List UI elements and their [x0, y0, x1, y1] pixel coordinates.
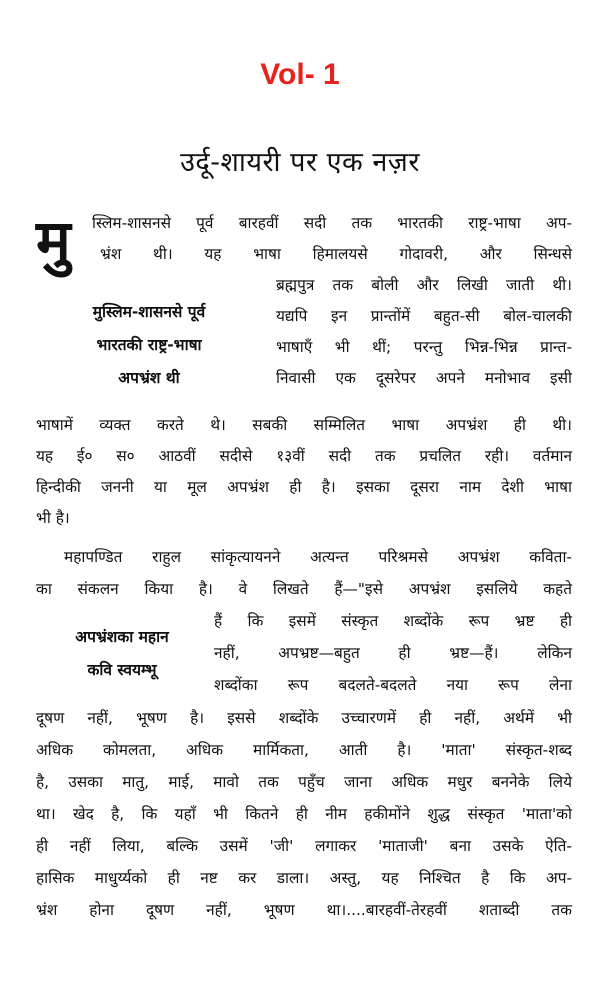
text-line: महापण्डित राहुल सांकृत्यायनने अत्यन्त परिश्रमसे अपभ्रंश कविता-	[64, 548, 572, 566]
text-line: नहीं, अपभ्रष्ट—बहुत ही भ्रष्ट—हैं। लेकिन	[214, 644, 572, 662]
page-title: उर्दू-शायरी पर एक नज़र	[180, 147, 420, 178]
text-line: यह ई० स० आठवीं सदीसे १३वीं सदी तक प्रचलित रही। वर्तमान	[36, 447, 572, 465]
text-line: हैं कि इसमें संस्कृत शब्दोंके रूप भ्रष्ट ही	[214, 612, 572, 630]
side-heading-line: मुस्लिम-शासनसे पूर्व	[92, 303, 206, 321]
side-heading-line: कवि स्वयम्भू	[87, 661, 157, 679]
text-line: यद्यपि इन प्रान्तोंमें बहुत-सी बोल-चालकी	[276, 307, 572, 325]
side-heading	[36, 296, 262, 395]
text-line: हासिक माधुर्य्यको ही नष्ट कर डाला। अस्तु, यह निश्चित है कि अप-	[36, 869, 572, 887]
text-line: स्लिम-शासनसे पूर्व बारहवीं सदी तक भारतकी राष्ट्र-भाषा अप-	[92, 214, 572, 232]
text-line: भी है।	[36, 509, 70, 527]
text-line: ही नहीं लिया, बल्कि उसमें 'जी' लगाकर 'माताजी' बना उसके ऐति-	[36, 837, 572, 855]
text-line: निवासी एक दूसरेपर अपने मनोभाव इसी	[276, 369, 572, 387]
volume-label: Vol- 1	[260, 58, 340, 91]
side-heading-line: अपभ्रंशका महान	[75, 628, 169, 646]
text-line: भाषाएँ भी थीं; परन्तु भिन्न-भिन्न प्रान्त-	[276, 338, 572, 356]
drop-cap: मु	[36, 207, 71, 275]
text-line: का संकलन किया है। वे लिखते हैं—"इसे अपभ्रंश इसलिये कहते	[36, 580, 572, 598]
text-line: शब्दोंका रूप बदलते-बदलते नया रूप लेना	[214, 676, 572, 694]
text-line: भाषामें व्यक्त करते थे। सबकी सम्मिलित भाषा अपभ्रंश ही थी।	[36, 416, 572, 434]
side-heading-line: अपभ्रंश थी	[118, 369, 180, 387]
text-line: है, उसका मातु, माई, मावो तक पहुँच जाना अधिक मधुर बननेके लिये	[36, 773, 572, 791]
text-line: भ्रंश थी। यह भाषा हिमालयसे गोदावरी, और सिन्धसे	[100, 245, 572, 263]
side-heading	[36, 621, 208, 687]
side-heading-line: भारतकी राष्ट्र-भाषा	[96, 336, 202, 354]
text-line: अधिक कोमलता, अधिक मार्मिकता, आती है। 'माता' संस्कृत-शब्द	[36, 741, 572, 759]
text-line: था। खेद है, कि यहाँ भी कितने ही नीम हकीमोंने शुद्ध संस्कृत 'माता'को	[36, 805, 572, 823]
text-line: दूषण नहीं, भूषण है। इससे शब्दोंके उच्चारणमें ही नहीं, अर्थमें भी	[36, 709, 572, 727]
text-line: ब्रह्मपुत्र तक बोली और लिखी जाती थी।	[276, 276, 572, 294]
text-line: हिन्दीकी जननी या मूल अपभ्रंश ही है। इसका दूसरा नाम देशी भाषा	[36, 478, 572, 496]
text-line: भ्रंश होना दूषण नहीं, भूषण था।....बारहवीं-तेरहवीं शताब्दी तक	[36, 901, 572, 919]
